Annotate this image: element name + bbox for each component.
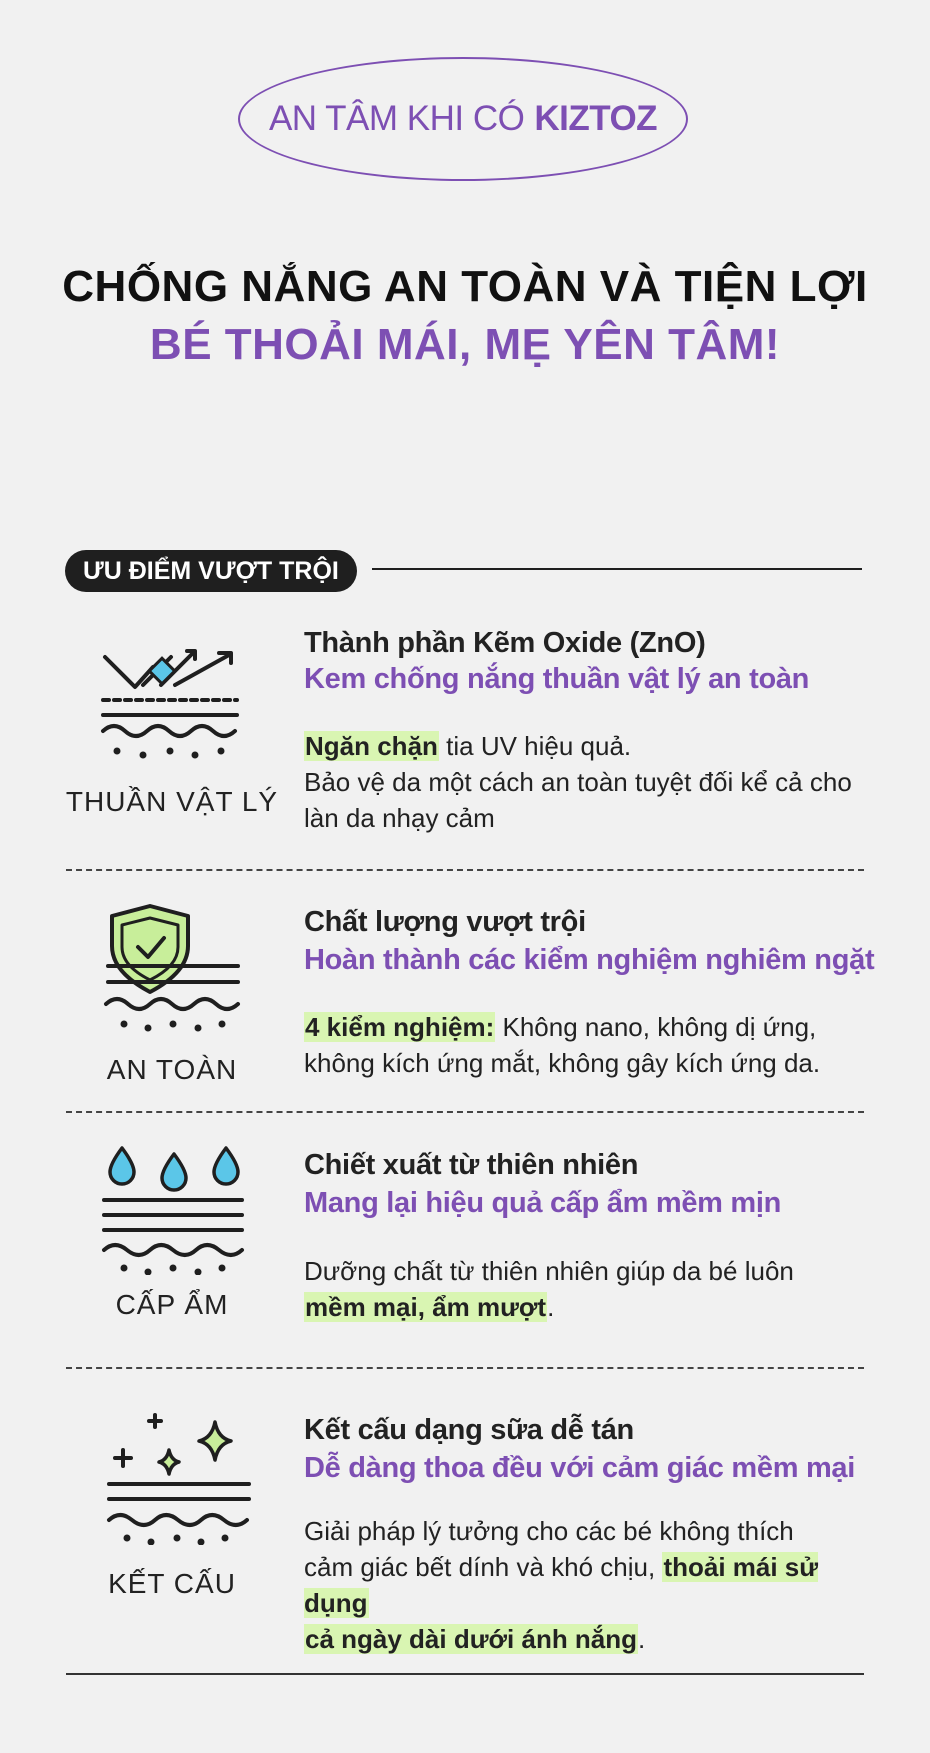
highlight-text: thoải mái sử dụng	[304, 1552, 819, 1618]
feature-title: Chiết xuất từ thiên nhiên	[304, 1149, 639, 1181]
feature-body: Giải pháp lý tưởng cho các bé không thích cảm giác bết dính và khó chịu, thoải mái sử dụng cả ngày dài dưới ánh nắng.	[304, 1516, 819, 1654]
feature-subtitle: Dễ dàng thoa đều với cảm giác mềm mại	[304, 1452, 856, 1484]
caption-pure-physical: THUẦN VẬT LÝ	[65, 786, 279, 817]
oval-text: AN TÂM KHI CÓ	[268, 99, 525, 138]
feature-title: Kết cấu dạng sữa dễ tán	[304, 1414, 634, 1446]
caption-safe: AN TOÀN	[106, 1054, 238, 1085]
feature-body: 4 kiểm nghiệm: Không nano, không dị ứng, không kích ứng mắt, không gây kích ứng da.	[304, 1012, 821, 1078]
uv-protection-icon	[95, 645, 245, 770]
bottom-divider	[66, 1673, 864, 1675]
divider	[66, 869, 864, 871]
highlight-text-2: cả ngày dài dưới ánh nắng	[305, 1624, 638, 1654]
highlight-text: Ngăn chặn	[305, 731, 438, 761]
feature-title: Chất lượng vượt trội	[304, 906, 586, 938]
caption-moisturize: CẤP ẨM	[115, 1289, 229, 1320]
section-label: ƯU ĐIỂM VƯỢT TRỘI	[65, 550, 357, 592]
highlight-text: 4 kiểm nghiệm:	[305, 1012, 495, 1042]
divider	[66, 1111, 864, 1113]
brand-name: KIZTOZ	[534, 99, 658, 138]
highlight-text: mềm mại, ẩm mượt	[305, 1292, 547, 1322]
sparkle-icon	[105, 1410, 255, 1545]
brand-oval-badge	[238, 57, 688, 181]
feature-body: Ngăn chặn tia UV hiệu quả. Bảo vệ da một cách an toàn tuyệt đối kể cả cho làn da nhạy cảm	[304, 731, 852, 833]
feature-subtitle: Hoàn thành các kiểm nghiệm nghiêm ngặt	[304, 944, 875, 976]
divider	[66, 1367, 864, 1369]
feature-subtitle: Mang lại hiệu quả cấp ẩm mềm mịn	[304, 1187, 782, 1219]
water-drops-icon	[98, 1140, 248, 1275]
headline-line2: BÉ THOẢI MÁI, MẸ YÊN TÂM!	[149, 320, 781, 369]
section-divider	[372, 568, 862, 570]
shield-check-icon	[98, 900, 248, 1035]
feature-subtitle: Kem chống nắng thuần vật lý an toàn	[304, 663, 810, 695]
feature-body: Dưỡng chất từ thiên nhiên giúp da bé luôn mềm mại, ẩm mượt.	[304, 1256, 794, 1322]
feature-title: Thành phần Kẽm Oxide (ZnO)	[304, 627, 706, 659]
headline-line1: CHỐNG NẮNG AN TOÀN VÀ TIỆN LỢI	[62, 262, 868, 311]
caption-texture: KẾT CẤU	[108, 1568, 236, 1599]
